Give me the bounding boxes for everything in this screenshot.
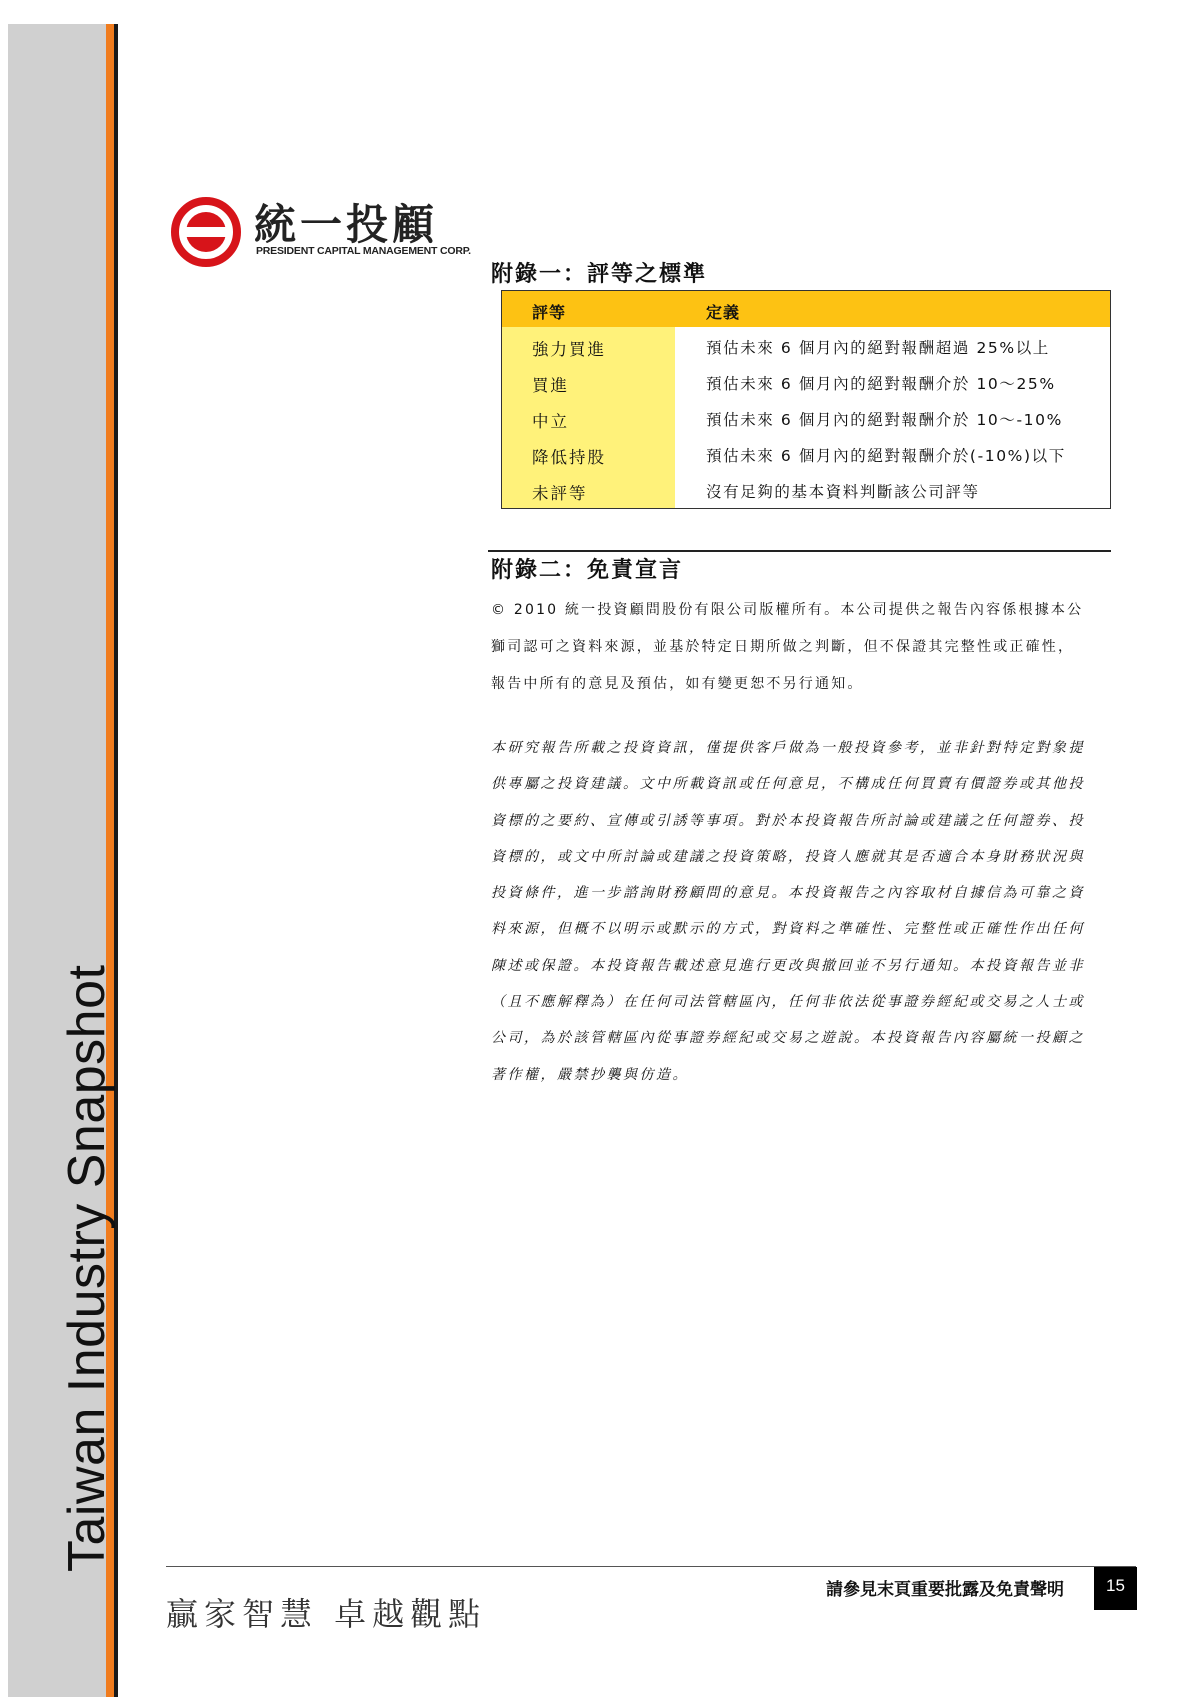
paragraph-line: 陳述或保證。本投資報告載述意見進行更改與撤回並不另行通知。本投資報告並非 <box>491 957 1085 974</box>
table-row <box>502 472 1110 508</box>
paragraph-line: 獅司認可之資料來源，並基於特定日期所做之判斷，但不保證其完整性或正確性， <box>491 639 1075 655</box>
logo-english-name: PRESIDENT CAPITAL MANAGEMENT CORP. <box>256 245 471 257</box>
table-row <box>502 400 1110 436</box>
column-header-definition: 定義 <box>706 303 741 322</box>
paragraph-line: 資標的，或文中所討論或建議之投資策略，投資人應就其是否適合本身財務狀況與 <box>491 848 1085 865</box>
logo-emblem-icon <box>170 196 242 268</box>
rating-cell: 中立 <box>532 412 569 431</box>
definition-cell: 預估未來 6 個月內的絕對報酬介於 10～-10% <box>706 411 1063 429</box>
paragraph-line: 資標的之要約、宣傳或引誘等事項。對於本投資報告所討論或建議之任何證券、投 <box>491 812 1085 829</box>
paragraph-line: 公司，為於該管轄區內從事證券經紀或交易之遊說。本投資報告內容屬統一投顧之 <box>491 1030 1085 1047</box>
table-row <box>502 364 1110 400</box>
disclaimer-paragraph <box>491 730 1121 1093</box>
page-number: 15 <box>1094 1567 1137 1610</box>
definition-cell: 沒有足夠的基本資料判斷該公司評等 <box>706 483 980 501</box>
appendix1-heading: 附錄一：評等之標準 <box>491 262 708 287</box>
paragraph-line: © 2010 統一投資顧問股份有限公司版權所有。本公司提供之報告內容係根據本公 <box>491 602 1084 618</box>
appendix2-heading: 附錄二：免責宣言 <box>491 558 684 583</box>
column-header-rating: 評等 <box>532 303 567 322</box>
sidebar-title: Taiwan Industry Snapshot <box>58 964 116 1572</box>
paragraph-line: 料來源，但概不以明示或默示的方式，對資料之準確性、完整性或正確性作出任何 <box>491 921 1085 938</box>
paragraph-line: 報告中所有的意見及預估，如有變更恕不另行通知。 <box>491 676 864 692</box>
paragraph-line: 本研究報告所載之投資資訊，僅提供客戶做為一般投資參考，並非針對特定對象提 <box>491 740 1085 756</box>
definition-cell: 預估未來 6 個月內的絕對報酬介於(-10%)以下 <box>706 447 1066 465</box>
table-row <box>502 328 1110 364</box>
rating-cell: 強力買進 <box>532 340 606 359</box>
table-header-row <box>502 291 1110 327</box>
rating-table <box>501 290 1111 509</box>
footer-slogan: 贏家智慧 卓越觀點 <box>166 1595 487 1633</box>
footer-disclaimer-note: 請參見末頁重要批露及免責聲明 <box>826 1580 1064 1600</box>
logo-chinese-name: 統一投顧 <box>254 200 439 249</box>
rating-cell: 買進 <box>532 376 569 395</box>
definition-cell: 預估未來 6 個月內的絕對報酬介於 10～25% <box>706 375 1056 393</box>
section-divider <box>488 550 1111 552</box>
paragraph-line: 供專屬之投資建議。文中所載資訊或任何意見，不構成任何買賣有價證券或其他投 <box>491 776 1085 793</box>
rating-cell: 未評等 <box>532 484 588 503</box>
footer-divider <box>166 1566 1136 1567</box>
copyright-paragraph <box>491 592 1121 703</box>
definition-cell: 預估未來 6 個月內的絕對報酬超過 25%以上 <box>706 339 1050 357</box>
paragraph-line: 投資條件，進一步諮詢財務顧問的意見。本投資報告之內容取材自據信為可靠之資 <box>491 885 1085 902</box>
paragraph-line: （且不應解釋為）在任何司法管轄區內，任何非依法從事證券經紀或交易之人士或 <box>491 994 1085 1011</box>
paragraph-line: 著作權，嚴禁抄襲與仿造。 <box>491 1066 689 1083</box>
company-logo <box>170 196 490 266</box>
rating-cell: 降低持股 <box>532 448 606 467</box>
table-row <box>502 436 1110 472</box>
